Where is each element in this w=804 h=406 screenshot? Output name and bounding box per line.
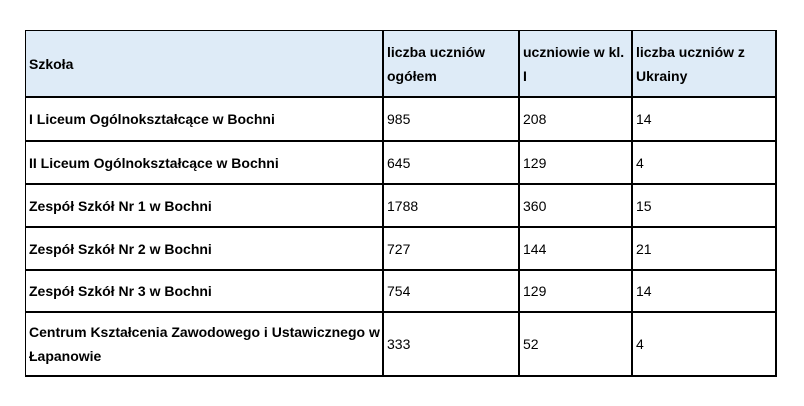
- cell-ukrainian-students: 14: [632, 270, 777, 313]
- cell-school-name: Zespół Szkół Nr 3 w Bochni: [25, 270, 384, 313]
- cell-school-name: II Liceum Ogólnokształcące w Bochni: [25, 141, 384, 185]
- cell-ukrainian-students: 14: [632, 97, 777, 142]
- cell-school-name: I Liceum Ogólnokształcące w Bochni: [25, 97, 384, 142]
- cell-ukrainian-students: 15: [632, 184, 777, 228]
- cell-total-students: 645: [383, 141, 520, 185]
- cell-first-grade-students: 52: [519, 312, 633, 377]
- cell-school-name: Zespół Szkół Nr 1 w Bochni: [25, 184, 384, 228]
- cell-ukrainian-students: 4: [632, 141, 777, 185]
- cell-total-students: 727: [383, 227, 520, 271]
- header-ukrainian-students: liczba uczniów z Ukrainy: [632, 30, 777, 98]
- cell-total-students: 1788: [383, 184, 520, 228]
- cell-total-students: 333: [383, 312, 520, 377]
- header-first-grade-students: uczniowie w kl. I: [519, 30, 633, 98]
- cell-school-name: Zespół Szkół Nr 2 w Bochni: [25, 227, 384, 271]
- cell-ukrainian-students: 21: [632, 227, 777, 271]
- cell-first-grade-students: 144: [519, 227, 633, 271]
- cell-total-students: 754: [383, 270, 520, 313]
- cell-first-grade-students: 208: [519, 97, 633, 142]
- cell-school-name: Centrum Kształcenia Zawodowego i Ustawicznego w Łapanowie: [25, 312, 384, 377]
- cell-first-grade-students: 360: [519, 184, 633, 228]
- cell-total-students: 985: [383, 97, 520, 142]
- cell-ukrainian-students: 4: [632, 312, 777, 377]
- header-total-students: liczba uczniów ogółem: [383, 30, 520, 98]
- cell-first-grade-students: 129: [519, 141, 633, 185]
- cell-first-grade-students: 129: [519, 270, 633, 313]
- header-school-name: Szkoła: [25, 30, 384, 98]
